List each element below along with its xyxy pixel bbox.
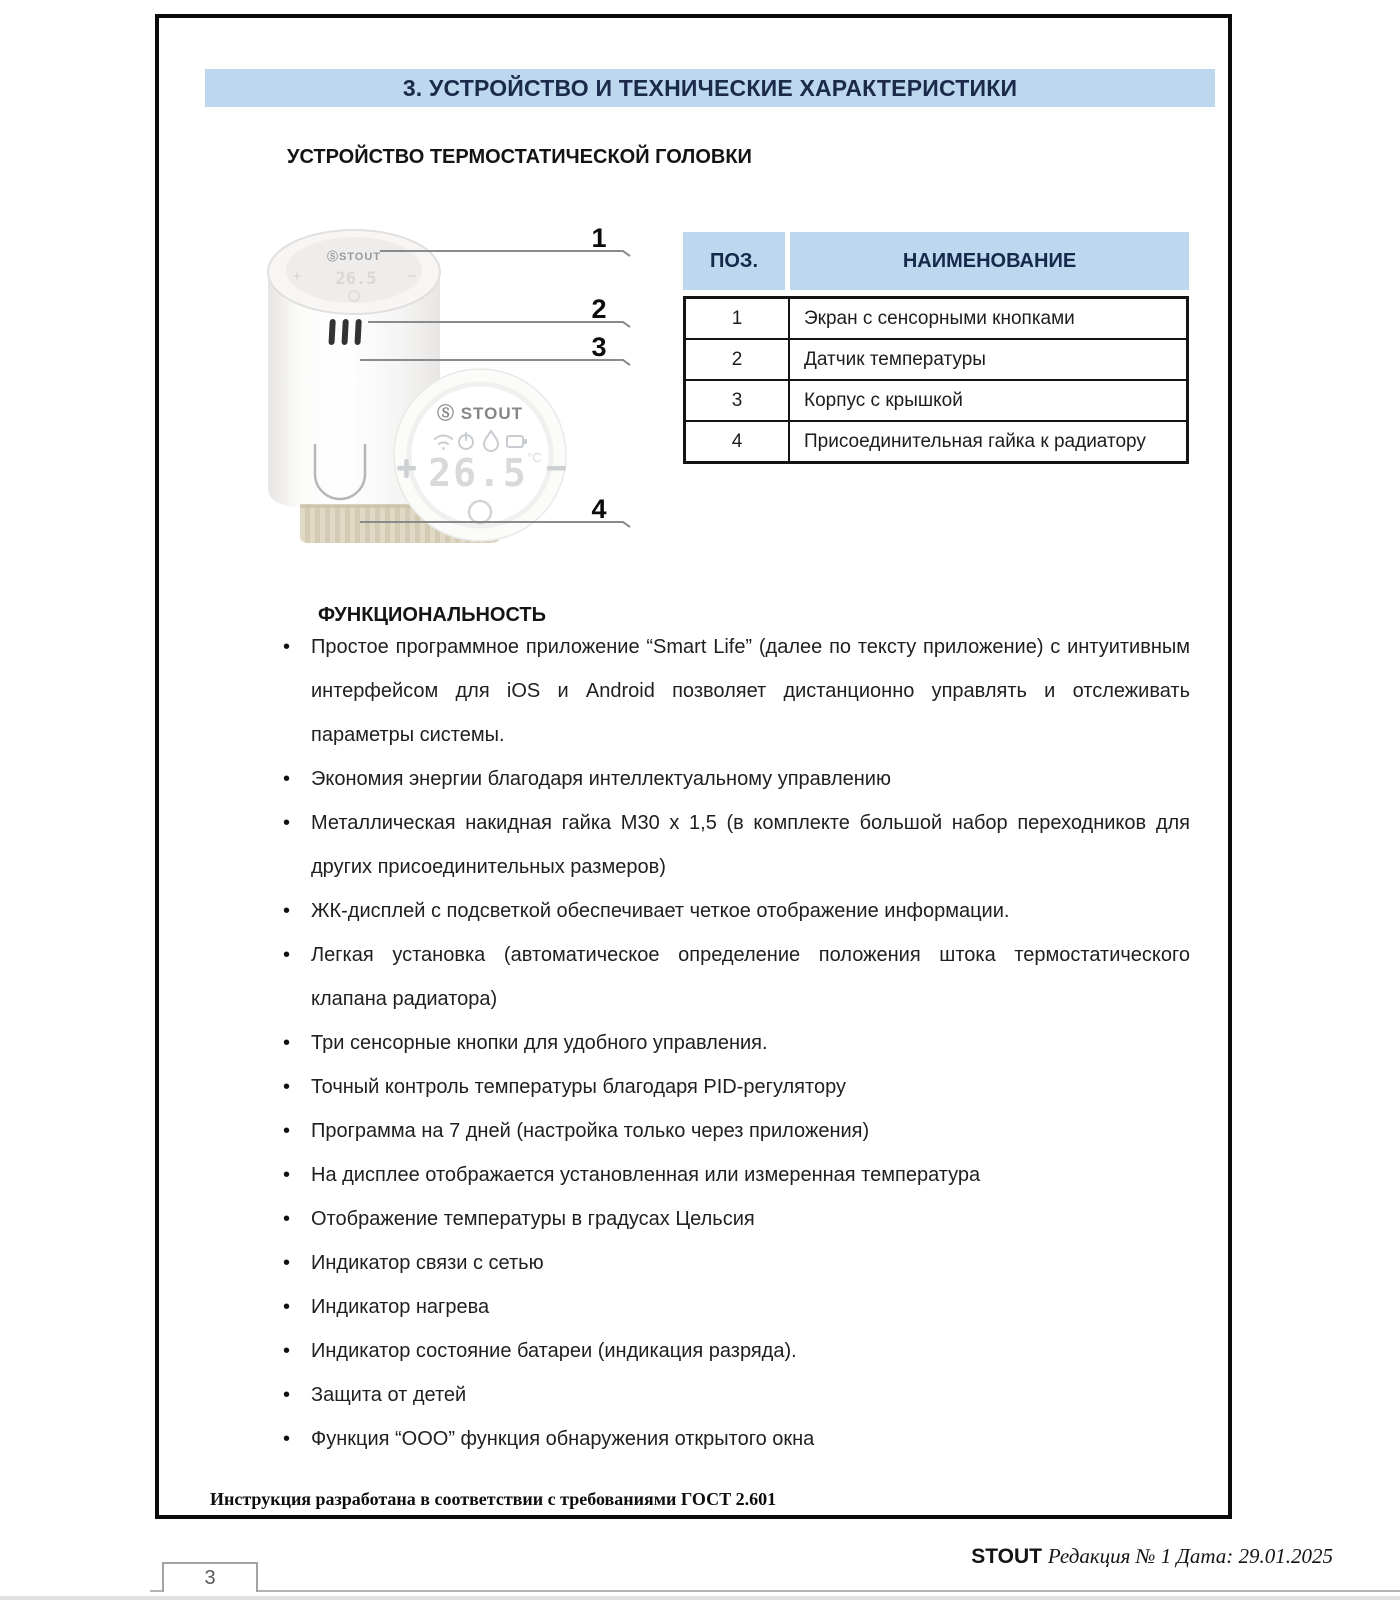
- face-display-temperature: 26.5: [428, 451, 528, 495]
- page-number: 3: [204, 1566, 216, 1589]
- row-name: Корпус с крышкой: [804, 389, 963, 411]
- table-row: [686, 422, 1186, 461]
- callout-4: 4: [591, 494, 607, 524]
- table-row: [686, 299, 1186, 340]
- feature-item: • На дисплее отображается установленная или измеренная температура: [281, 1153, 1190, 1197]
- feature-item: • Три сенсорные кнопки для удобного управления.: [281, 1021, 1190, 1065]
- minus-button-face: [547, 466, 566, 471]
- top-display-temperature: 26.5: [335, 269, 377, 289]
- feature-item: • Легкая установка (автоматическое определение положения штока термостатического клапана радиатора): [281, 933, 1190, 1021]
- feature-item: • Индикатор нагрева: [281, 1285, 1190, 1329]
- feature-item: • Простое программное приложение “Smart Life” (далее по тексту приложение) с интуитивным интерфейсом для iOS и Android позволяет дистанционно управлять и отслеживать параметры системы.: [281, 625, 1190, 757]
- header-pos: ПОЗ.: [683, 232, 785, 290]
- callout-2: 2: [591, 294, 607, 324]
- parts-table: [683, 232, 1189, 464]
- minus-button-top: −: [407, 268, 417, 285]
- feature-item: • Экономия энергии благодаря интеллектуальному управлению: [281, 757, 1190, 801]
- page-edge-strip: [0, 1596, 1400, 1600]
- row-name: Датчик температуры: [804, 348, 986, 370]
- feature-list: [281, 625, 1190, 1461]
- footer-rule: [150, 1590, 1400, 1592]
- section-title: 3. УСТРОЙСТВО И ТЕХНИЧЕСКИЕ ХАРАКТЕРИСТИКИ: [402, 74, 1018, 101]
- feature-item: • ЖК-дисплей с подсветкой обеспечивает четкое отображение информации.: [281, 889, 1190, 933]
- row-pos: 1: [686, 299, 790, 338]
- row-name: Экран с сенсорными кнопками: [804, 307, 1075, 329]
- page-number-tab: [162, 1562, 258, 1592]
- feature-item: • Защита от детей: [281, 1373, 1190, 1417]
- row-name: Присоединительная гайка к радиатору: [804, 430, 1146, 452]
- brand-logo-top: ⓈSTOUT: [326, 251, 382, 263]
- table-row: [686, 340, 1186, 381]
- revision-text: Редакция № 1 Дата: 29.01.2025: [1047, 1544, 1333, 1568]
- functionality-title: ФУНКЦИОНАЛЬНОСТЬ: [318, 604, 547, 626]
- header-name: НАИМЕНОВАНИЕ: [790, 232, 1189, 290]
- device-face: [394, 369, 566, 541]
- thermostatic-head-figure: [235, 220, 670, 570]
- device-section-title: УСТРОЙСТВО ТЕРМОСТАТИЧЕСКОЙ ГОЛОВКИ: [287, 146, 752, 168]
- face-display-unit: °C: [527, 450, 542, 465]
- feature-item: • Отображение температуры в градусах Цельсия: [281, 1197, 1190, 1241]
- parts-table-body: [683, 296, 1189, 464]
- feature-item: • Индикатор связи с сетью: [281, 1241, 1190, 1285]
- feature-item: • Программа на 7 дней (настройка только через приложения): [281, 1109, 1190, 1153]
- feature-item: • Точный контроль температуры благодаря PID-регулятору: [281, 1065, 1190, 1109]
- gost-note: Инструкция разработана в соответствии с требованиями ГОСТ 2.601: [210, 1489, 777, 1509]
- callout-1: 1: [591, 223, 607, 253]
- revision-brand: STOUT: [971, 1545, 1042, 1568]
- feature-item: • Функция “ООО” функция обнаружения открытого окна: [281, 1417, 1190, 1461]
- revision-line: [833, 1544, 1333, 1569]
- plus-button-top: +: [292, 268, 302, 285]
- row-pos: 3: [686, 381, 790, 420]
- row-pos: 2: [686, 340, 790, 379]
- brand-logo-face: Ⓢ STOUT: [436, 404, 524, 423]
- temperature-sensor-grille: [328, 319, 361, 345]
- feature-item: • Индикатор состояние батареи (индикация разряда).: [281, 1329, 1190, 1373]
- row-pos: 4: [686, 422, 790, 461]
- callout-3: 3: [591, 332, 607, 362]
- table-row: [686, 381, 1186, 422]
- parts-table-header: [683, 232, 1189, 290]
- feature-item: • Металлическая накидная гайка М30 х 1,5 (в комплекте большой набор переходников для других присоединительных размеров): [281, 801, 1190, 889]
- section-header-band: [205, 69, 1215, 107]
